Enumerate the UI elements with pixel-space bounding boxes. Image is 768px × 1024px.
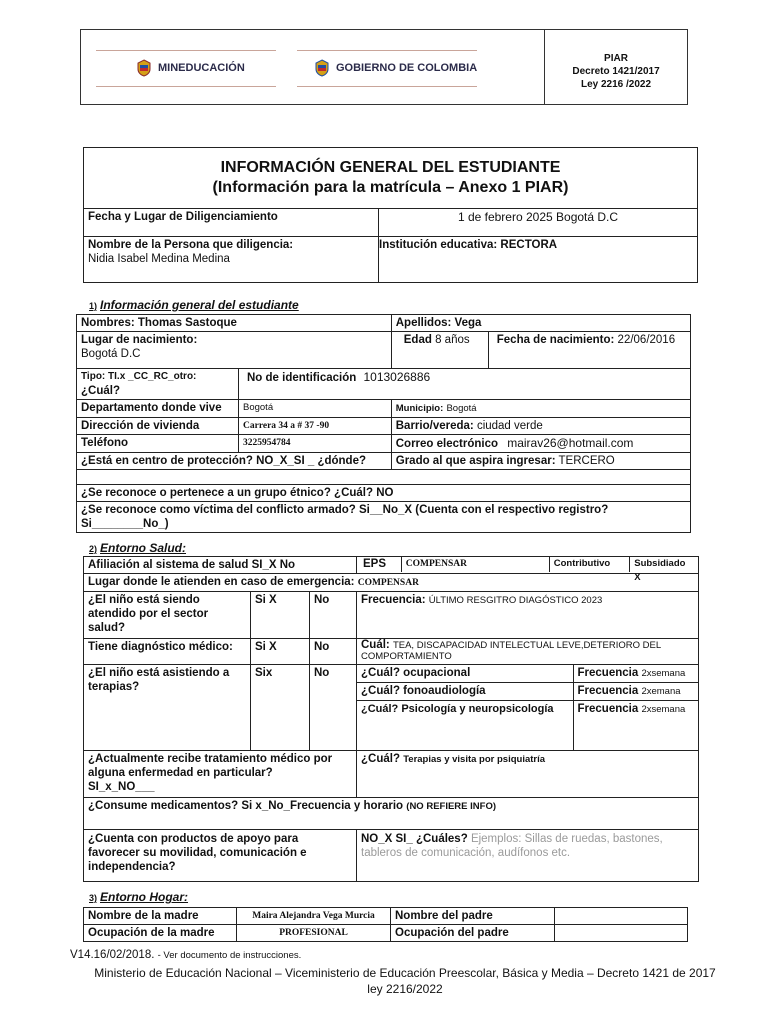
municipio-value: Bogotá	[446, 403, 477, 414]
id-cell	[239, 369, 691, 400]
terapias-si: Six	[251, 665, 310, 751]
page-subtitle: (Información para la matrícula – Anexo 1 PIAR)	[212, 179, 569, 196]
fecha-nac-label: Fecha de nacimiento:	[496, 334, 615, 346]
page-title: INFORMACIÓN GENERAL DEL ESTUDIANTE	[220, 159, 561, 176]
id-value: 1013026886	[363, 370, 431, 384]
institucion-label: Institución educativa:	[379, 239, 498, 251]
terapia-cual: ¿Cuál? fonoaudiología	[357, 683, 574, 701]
ocup-padre-value	[555, 925, 688, 942]
coat-of-arms-icon	[314, 59, 330, 77]
title-cell	[84, 148, 698, 209]
eps-label: EPS	[357, 557, 402, 572]
ley-label: Ley 2216 /2022	[580, 79, 652, 90]
logo2-rule-bottom	[297, 86, 477, 87]
terapias-no: No	[310, 665, 357, 751]
footer-line2: ley 2216/2022	[367, 982, 443, 996]
atendido-si: Si X	[251, 592, 310, 639]
medicamentos-field: ¿Consume medicamentos? Si x_No_Frecuencia y horario	[88, 800, 404, 812]
afiliacion-cell	[84, 557, 357, 574]
telefono-value: 3225954784	[239, 435, 392, 453]
productos-hint: Ejemplos: Sillas de ruedas, bastones, tableros de comunicación, audífonos etc.	[361, 833, 663, 859]
fecha-label: Fecha y Lugar de Diligenciamiento	[84, 209, 379, 237]
apellidos-value: Vega	[454, 317, 482, 329]
terapia-frecuencia: Frecuencia 2xsemana	[573, 701, 698, 751]
diagnostico-no: No	[310, 639, 357, 665]
madre-value: Maira Alejandra Vega Murcia	[237, 908, 391, 925]
tipo-line1: Tipo: TI.x _CC_RC_otro:	[81, 371, 197, 382]
grado-cell	[391, 453, 690, 470]
section3-table	[83, 907, 688, 942]
municipio-cell	[391, 400, 690, 418]
apellidos-cell	[391, 315, 690, 332]
lugar-label: Lugar de nacimiento:	[81, 334, 198, 346]
productos-cell	[357, 830, 699, 882]
tipo-cell	[77, 369, 239, 400]
header-box	[80, 29, 688, 105]
id-label: No de identificación	[247, 372, 357, 384]
institucion-value: RECTORA	[500, 239, 558, 251]
persona-label: Nombre de la Persona que diligencia:	[88, 239, 294, 251]
afiliacion-field: Afiliación al sistema de salud SI_X No	[88, 559, 296, 571]
padre-value	[555, 908, 688, 925]
section3-title: 3) Entorno Hogar:	[89, 890, 189, 904]
terapia-frecuencia: Frecuencia 2xsemana	[573, 665, 698, 683]
tratamiento-answer: SI_x_NO___	[88, 781, 155, 793]
frecuencia-value: ÚLTIMO RESGITRO DIAGÓSTICO 2023	[428, 595, 603, 606]
section1-table	[76, 314, 691, 533]
tratamiento-question: ¿Actualmente recibe tratamiento médico por alguna enfermedad en particular?	[88, 753, 333, 779]
tratamiento-cual-label: ¿Cuál?	[361, 753, 400, 765]
direccion-value: Carrera 34 a # 37 -90	[239, 418, 392, 435]
depto-label: Departamento donde vive	[77, 400, 239, 418]
edad-fecha-cell	[391, 332, 690, 369]
nombres-label: Nombres:	[81, 317, 135, 329]
logo-rule-bottom	[96, 86, 276, 87]
grado-value: TERCERO	[558, 455, 615, 467]
correo-cell	[391, 435, 690, 453]
frecuencia-label: Frecuencia:	[361, 594, 426, 606]
section2-table	[83, 556, 699, 882]
nombres-value: Thomas Sastoque	[137, 317, 237, 329]
depto-value: Bogotá	[239, 400, 392, 418]
emergencia-cell	[84, 574, 699, 592]
gobierno-text: GOBIERNO DE COLOMBIA	[336, 62, 478, 74]
ocup-padre-label: Ocupación del padre	[391, 925, 555, 942]
edad-cell	[392, 332, 489, 368]
barrio-cell	[391, 418, 690, 435]
correo-value: mairav26@hotmail.com	[507, 436, 634, 450]
medicamentos-cell	[84, 798, 699, 830]
grado-label: Grado al que aspira ingresar:	[395, 455, 556, 467]
terapias-question: ¿El niño está asistiendo a terapias?	[84, 665, 251, 751]
persona-value: Nidia Isabel Medina Medina	[88, 253, 230, 265]
fecha-nac-cell	[489, 332, 679, 368]
eps-value: COMPENSAR	[402, 557, 550, 572]
tratamiento-cell	[84, 751, 357, 798]
footer-version	[70, 949, 301, 961]
edad-value: 8 años	[435, 334, 470, 346]
ocup-madre-value: PROFESIONAL	[237, 925, 391, 942]
etnico-field: ¿Se reconoce o pertenece a un grupo étnico? ¿Cuál? NO	[77, 485, 691, 502]
coat-of-arms-icon	[136, 59, 152, 77]
proteccion-field: ¿Está en centro de protección? NO_X_SI _ ¿dónde?	[77, 453, 392, 470]
logo2-rule-top	[297, 50, 477, 51]
piar-label: PIAR	[604, 53, 628, 64]
version-text: V14.16/02/2018.	[70, 949, 155, 961]
direccion-label: Dirección de vivienda	[77, 418, 239, 435]
persona-cell	[84, 237, 379, 283]
section1-title: 1) Información general del estudiante	[89, 298, 299, 312]
barrio-label: Barrio/vereda:	[395, 420, 474, 432]
atendido-no: No	[310, 592, 357, 639]
terapia-frecuencia: Frecuencia 2xemana	[573, 683, 698, 701]
section2-title: 2) Entorno Salud:	[89, 541, 187, 555]
empty-row	[77, 470, 691, 485]
title-table	[83, 147, 698, 283]
header-meta	[545, 52, 687, 91]
padre-label: Nombre del padre	[391, 908, 555, 925]
footer-line1: Ministerio de Educación Nacional – Viceministerio de Educación Preescolar, Básica y Media – Decreto 1421 de 2017	[94, 966, 716, 980]
eps-cell	[357, 557, 699, 583]
productos-answer: NO_X SI_ ¿Cuáles?	[361, 833, 468, 845]
gobierno-logo	[314, 58, 477, 78]
tratamiento-cual-cell	[357, 751, 699, 798]
diagnostico-cual-cell	[357, 639, 699, 665]
atendido-question: ¿El niño está siendo atendido por el sector salud?	[84, 592, 251, 639]
apellidos-label: Apellidos:	[395, 317, 452, 329]
telefono-label: Teléfono	[77, 435, 239, 453]
lugar-cell	[77, 332, 392, 369]
edad-label: Edad	[403, 334, 432, 346]
lugar-value: Bogotá D.C	[81, 348, 141, 360]
ocup-madre-label: Ocupación de la madre	[84, 925, 237, 942]
tratamiento-cual-value: Terapias y visita por psiquiatría	[403, 754, 546, 765]
mineducacion-logo	[136, 58, 245, 78]
diagnostico-cual-value: TEA, DISCAPACIDAD INTELECTUAL LEVE,DETERIORO DEL COMPORTAMIENTO	[361, 640, 661, 662]
diagnostico-question: Tiene diagnóstico médico:	[84, 639, 251, 665]
fecha-value: 1 de febrero 2025 Bogotá D.C	[379, 209, 698, 237]
contributivo-label: Contributivo	[550, 557, 630, 572]
frecuencia-cell	[357, 592, 699, 639]
diagnostico-si: Si X	[251, 639, 310, 665]
subsidiado-label: Subsidiado X	[634, 558, 686, 583]
correo-label: Correo electrónico	[395, 438, 498, 450]
institucion-cell	[379, 237, 698, 283]
fecha-nac-value: 22/06/2016	[617, 334, 676, 346]
footer-text	[60, 965, 750, 997]
medicamentos-value: (NO REFIERE INFO)	[406, 801, 497, 812]
terapia-cual: ¿Cuál? Psicología y neuropsicología	[357, 701, 574, 751]
emergencia-value: COMPENSAR	[357, 578, 419, 588]
logo-rule-top	[96, 50, 276, 51]
instrucciones-text: - Ver documento de instrucciones.	[157, 950, 302, 961]
barrio-value: ciudad verde	[476, 420, 543, 432]
terapia-cual: ¿Cuál? ocupacional	[357, 665, 574, 683]
productos-question: ¿Cuenta con productos de apoyo para favorecer su movilidad, comunicación e independencia?	[84, 830, 357, 882]
tipo-line2: ¿Cuál?	[81, 385, 120, 397]
madre-label: Nombre de la madre	[84, 908, 237, 925]
emergencia-label: Lugar donde le atienden en caso de emergencia:	[88, 576, 355, 588]
victima-field: ¿Se reconoce como víctima del conflicto armado? Si__No_X (Cuenta con el respectivo registro? Si________No_)	[77, 502, 691, 533]
mineducacion-text: MINEDUCACIÓN	[158, 62, 245, 74]
diagnostico-cual-label: Cuál:	[361, 639, 390, 651]
decreto-label: Decreto 1421/2017	[572, 66, 660, 77]
municipio-label: Municipio:	[395, 403, 444, 414]
nombres-cell	[77, 315, 392, 332]
